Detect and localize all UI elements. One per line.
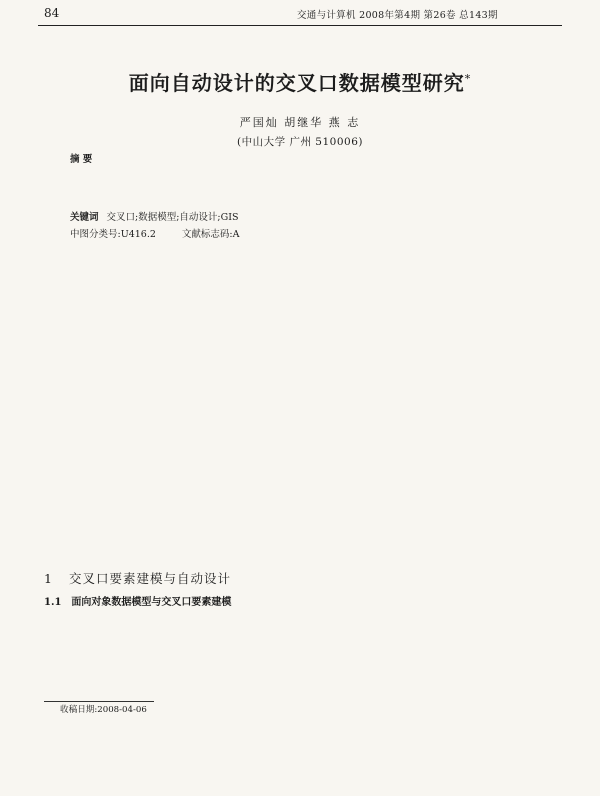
section-title: 交叉口要素建模与自动设计	[68, 571, 231, 586]
paper-title	[0, 67, 600, 96]
author-list: 严国灿 胡继华 燕 志	[239, 116, 361, 129]
section-heading	[44, 569, 231, 587]
journal-running-header: 交通与计算机 2008年第4期 第26卷 总143期	[297, 10, 498, 21]
keywords-text: 交叉口;数据模型;自动设计;GIS	[106, 212, 239, 223]
abstract-block	[70, 152, 528, 167]
subsection-number: 1.1	[44, 597, 62, 608]
abstract-label: 摘 要	[70, 154, 93, 165]
subsection-title: 面向对象数据模型与交叉口要素建模	[71, 597, 232, 608]
subsection-heading	[44, 593, 231, 608]
author-affiliation: (中山大学 广州 510006)	[237, 136, 363, 148]
received-date: 收稿日期:2008-04-06	[60, 705, 147, 715]
page-number: 84	[44, 6, 60, 20]
keywords-label: 关键词	[70, 212, 99, 223]
classification-line	[70, 226, 528, 240]
keywords-block	[70, 209, 528, 223]
document-code: 文献标志码:A	[181, 229, 240, 240]
footnote-divider	[44, 701, 154, 702]
section-number: 1	[44, 571, 53, 586]
title-footnote-mark: *	[464, 72, 472, 86]
header-divider	[38, 25, 562, 26]
title-text: 面向自动设计的交叉口数据模型研究	[128, 71, 465, 95]
footnotes	[60, 704, 286, 717]
clc-number: 中图分类号:U416.2	[70, 229, 156, 240]
